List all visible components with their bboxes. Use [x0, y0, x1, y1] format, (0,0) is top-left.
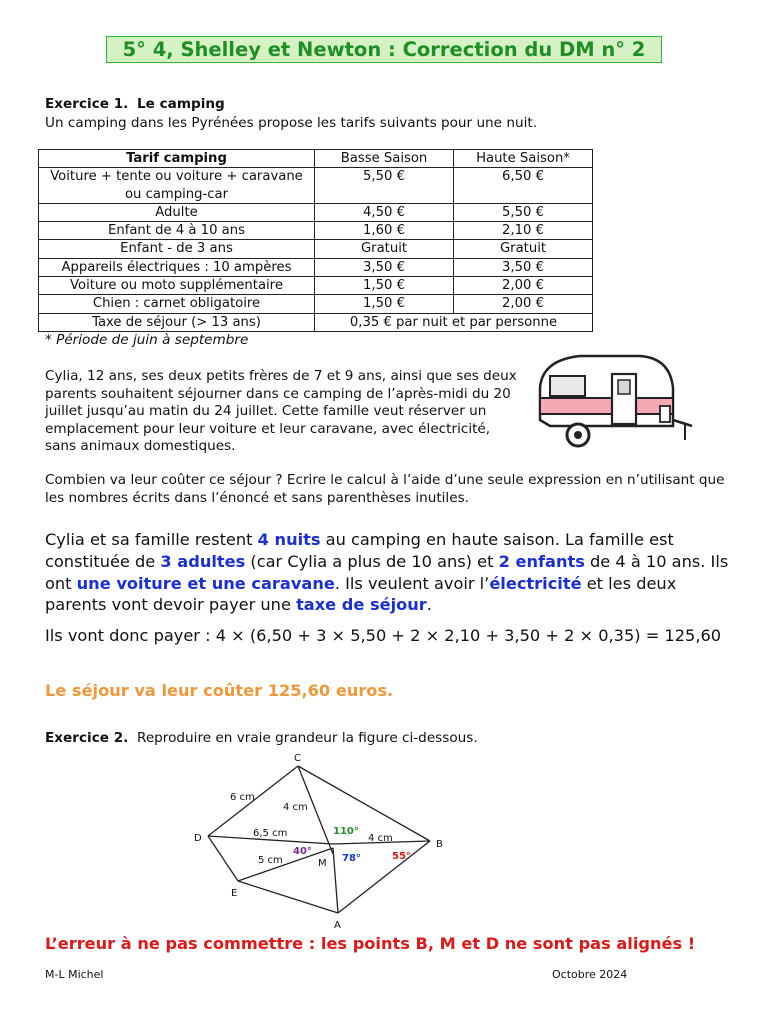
- header-cell: Haute Saison*: [454, 150, 593, 168]
- table-row: [39, 313, 593, 331]
- point-C: C: [294, 753, 301, 764]
- table-header-row: [39, 150, 593, 168]
- answer-paragraph: [45, 529, 728, 616]
- highlight-vehicle: une voiture et une caravane: [76, 573, 335, 593]
- exercise-2-instruction: Reproduire en vraie grandeur la figure ci-dessous.: [136, 730, 478, 746]
- calculation: Ils vont donc payer : 4 × (6,50 + 3 × 5,50 + 2 × 2,10 + 3,50 + 2 × 0,35) = 125,60: [45, 626, 722, 645]
- angle-label: 55°: [392, 851, 411, 862]
- table-cell: Taxe de séjour (> 13 ans): [39, 313, 315, 331]
- length-label: 5 cm: [258, 855, 283, 866]
- table-row: [39, 258, 593, 276]
- table-cell: Adulte: [39, 203, 315, 221]
- highlight-adults: 3 adultes: [160, 551, 246, 571]
- highlight-tax: taxe de séjour: [296, 595, 427, 615]
- table-cell: 1,50 €: [315, 295, 454, 313]
- conclusion: Le séjour va leur coûter 125,60 euros.: [45, 681, 394, 700]
- statement-line: sans animaux domestiques.: [45, 438, 236, 454]
- length-label: 4 cm: [283, 802, 308, 813]
- highlight-nights: 4 nuits: [257, 530, 321, 549]
- length-label: 6,5 cm: [253, 828, 288, 839]
- exercise-1-heading: [45, 96, 225, 114]
- statement-line: Cylia, 12 ans, ses deux petits frères de 7 et 9 ans, ainsi que ses deux: [45, 368, 517, 384]
- table-cell: 0,35 € par nuit et par personne: [315, 313, 593, 331]
- warning-note: L’erreur à ne pas commettre : les points B, M et D ne sont pas alignés !: [45, 934, 696, 953]
- table-row: [39, 295, 593, 313]
- point-E: E: [231, 888, 238, 899]
- table-cell: 5,50 €: [454, 203, 593, 221]
- angle-label: 40°: [293, 846, 312, 857]
- statement-line: emplacement pour leur voiture et leur caravane, avec électricité,: [45, 420, 491, 437]
- statement-line: juillet jusqu’au matin du 24 juillet. Cette famille veut réserver un: [45, 403, 487, 419]
- exercise-2-label: Exercice 2.: [45, 730, 129, 746]
- table-row: [39, 240, 593, 258]
- table-cell: Voiture + tente ou voiture + caravane ou camping-car: [39, 168, 315, 204]
- exercise-1-name: Le camping: [136, 96, 225, 112]
- table-cell: Voiture ou moto supplémentaire: [39, 277, 315, 295]
- page-title: 5° 4, Shelley et Newton : Correction du DM n° 2: [106, 36, 662, 63]
- table-row: [39, 168, 593, 204]
- table-row: [39, 277, 593, 295]
- footer-author: M-L Michel: [45, 968, 104, 981]
- highlight-children: 2 enfants: [498, 551, 585, 571]
- table-cell: 4,50 €: [315, 203, 454, 221]
- highlight-electricity: électricité: [489, 573, 582, 593]
- table-cell: 3,50 €: [315, 258, 454, 276]
- exercise-1-intro: Un camping dans les Pyrénées propose les tarifs suivants pour une nuit.: [45, 115, 538, 131]
- point-M: M: [318, 858, 327, 869]
- length-label: 6 cm: [230, 792, 255, 803]
- table-row: [39, 222, 593, 240]
- table-row: [39, 203, 593, 221]
- length-label: 4 cm: [368, 833, 393, 844]
- statement-line: parents souhaitent séjourner dans ce camping de l’après-midi du 20: [45, 385, 511, 402]
- table-footnote: * Période de juin à septembre: [45, 332, 249, 348]
- table-cell: 2,00 €: [454, 295, 593, 313]
- table-cell: Gratuit: [454, 240, 593, 258]
- table-cell: Enfant de 4 à 10 ans: [39, 222, 315, 240]
- answer-line: parents vont devoir payer une taxe de séjour.: [45, 595, 432, 615]
- table-cell: Chien : carnet obligatoire: [39, 295, 315, 313]
- problem-statement: [45, 368, 525, 456]
- header-cell: Basse Saison: [315, 150, 454, 168]
- tariff-table: [38, 149, 593, 332]
- question-line: les nombres écrits dans l’énoncé et sans parenthèses inutiles.: [45, 489, 469, 506]
- footer-date: Octobre 2024: [552, 968, 628, 981]
- table-cell: Gratuit: [315, 240, 454, 258]
- point-A: A: [334, 920, 341, 931]
- exercise-2-heading: [45, 730, 478, 748]
- table-cell: 1,50 €: [315, 277, 454, 295]
- table-cell: 1,60 €: [315, 222, 454, 240]
- table-cell: 2,00 €: [454, 277, 593, 295]
- table-cell: Enfant - de 3 ans: [39, 240, 315, 258]
- point-B: B: [436, 839, 443, 850]
- caravan-illustration: [530, 348, 700, 453]
- exercise-1-label: Exercice 1.: [45, 96, 129, 112]
- geometry-figure: [190, 748, 450, 933]
- answer-line: Cylia et sa famille restent 4 nuits au camping en haute saison. La famille est: [45, 530, 674, 549]
- question: [45, 472, 725, 507]
- answer-line: constituée de 3 adultes (car Cylia a plus de 10 ans) et 2 enfants de 4 à 10 ans. Ils: [45, 551, 729, 571]
- angle-label: 78°: [342, 853, 361, 864]
- table-cell: Appareils électriques : 10 ampères: [39, 258, 315, 276]
- table-cell: 5,50 €: [315, 168, 454, 204]
- point-D: D: [194, 833, 202, 844]
- table-cell: 6,50 €: [454, 168, 593, 204]
- question-line: Combien va leur coûter ce séjour ? Ecrire le calcul à l’aide d’une seule expression en n’utilisant que: [45, 472, 725, 488]
- table-cell: 2,10 €: [454, 222, 593, 240]
- header-cell: Tarif camping: [39, 150, 315, 168]
- angle-label: 110°: [333, 826, 359, 837]
- answer-line: ont une voiture et une caravane. Ils veulent avoir l’électricité et les deux: [45, 573, 677, 593]
- table-cell: 3,50 €: [454, 258, 593, 276]
